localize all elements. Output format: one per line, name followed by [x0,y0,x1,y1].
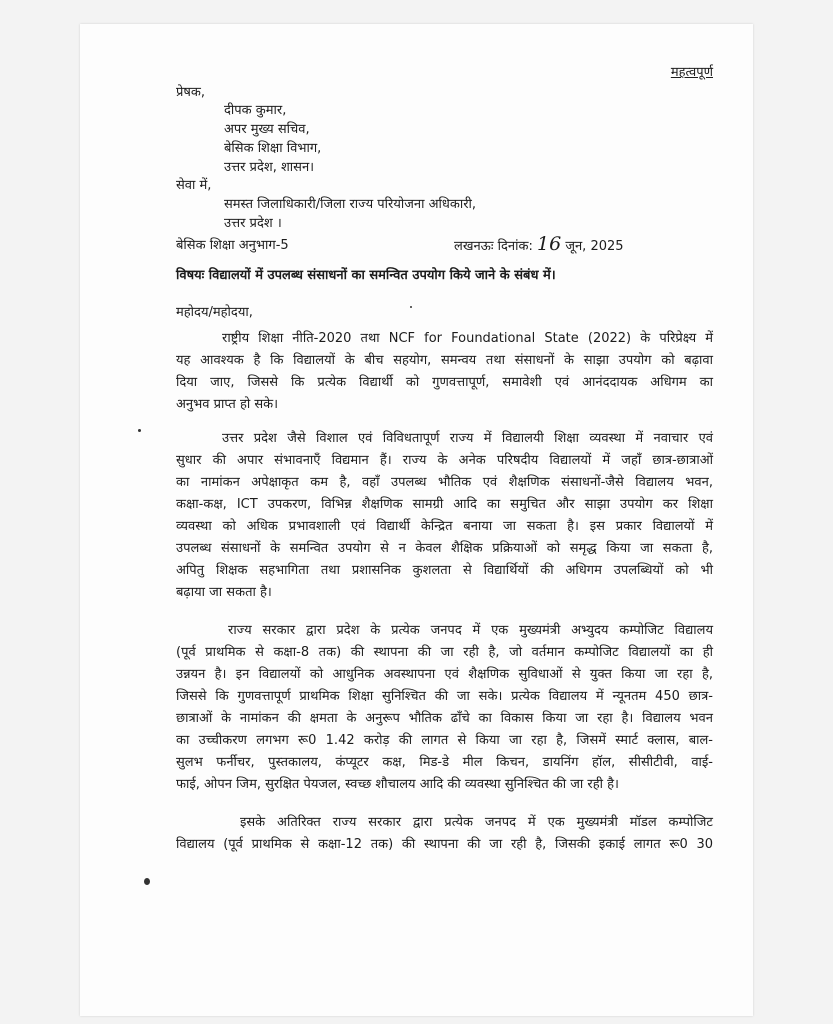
paragraph-line: कक्षा-कक्ष, ICT उपकरण, विभिन्न शैक्षणिक सामग्री आदि का समुचित और साझा उपयोग कर शिक्षा [176,497,713,512]
sender-line: दीपक कुमार, [224,103,287,118]
sender-line: उत्तर प्रदेश, शासन। [224,160,315,175]
paragraph-line: का नामांकन अपेक्षाकृत कम है, वहाँ उपलब्ध भौतिक एवं शैक्षणिक संसाधनों-जैसे विद्यालय भवन, [176,475,713,490]
sender-line: बेसिक शिक्षा विभाग, [224,141,322,156]
recipient-line: समस्त जिलाधिकारी/जिला राज्य परियोजना अधिकारी, [224,197,477,212]
place-date [454,235,624,256]
paragraph-line: बढ़ाया जा सकता है। [176,585,272,600]
paragraph-line: सुधार की अपार संभावनाएँ विद्यमान हैं। राज्य के अनेक परिषदीय विद्यालयों में जहाँ छात्र-छात्राओं [176,453,713,468]
letter-page [80,24,753,1016]
recipient-label: सेवा में, [176,178,212,193]
paragraph-line: सुलभ फर्नीचर, पुस्तकालय, कंप्यूटर कक्ष, मिड-डे मील किचन, डायनिंग हॉल, सीसीटीवी, वाई- [176,755,713,770]
paragraph-line: राष्ट्रीय शिक्षा नीति-2020 तथा NCF for Foundational State (2022) के परिप्रेक्ष्य में [222,331,713,346]
ink-speck [138,429,141,432]
paragraph-line: का उच्चीकरण लगभग रू0 1.42 करोड़ की लागत से किया जा रहा है, जिसमें स्मार्ट क्लास, बाल- [176,733,713,748]
paragraph-line: उत्तर प्रदेश जैसे विशाल एवं विविधतापूर्ण राज्य में विद्यालयी शिक्षा व्यवस्था में नवाचार एवं [222,431,713,446]
place-date-label: लखनऊः दिनांक: [454,239,533,254]
date-day: 16 [536,233,562,255]
salutation: महोदय/महोदया, [176,305,253,320]
paragraph-line: दिया जाए, जिससे कि प्रत्येक विद्यार्थी को गुणवत्तापूर्ण, समावेशी एवं आनंददायक अधिगम का [176,375,713,390]
paragraph-line: अपितु शिक्षक सहभागिता तथा प्रशासनिक कुशलता से विद्यार्थियों की अधिगम उपलब्धियों को भी [176,563,713,578]
paragraph-line: (पूर्व प्राथमिक से कक्षा-8 तक) की स्थापना की जा रही है, जो वर्तमान कम्पोजिट विद्यालयों का ही [176,645,713,660]
paragraph-line: इसके अतिरिक्त राज्य सरकार द्वारा प्रत्येक जनपद में एक मुख्यमंत्री मॉडल कम्पोजिट [240,815,713,830]
section-name: बेसिक शिक्षा अनुभाग-5 [176,238,289,253]
paragraph-line: अनुभव प्राप्त हो सके। [176,397,279,412]
paragraph-line: यह आवश्यक है कि विद्यालयों के बीच सहयोग, समन्वय तथा संसाधनों के साझा उपयोग को बढ़ावा [176,353,713,368]
paragraph-line: व्यवस्था को अधिक प्रभावशाली एवं विद्यार्थी केन्द्रित बनाया जा सकता है। इस प्रकार विद्यालयों में [176,519,713,534]
ink-speck [144,878,150,885]
paragraph-line: जिससे कि गुणवत्तापूर्ण प्राथमिक शिक्षा सुनिश्चित की जा सके। प्रत्येक विद्यालय में न्यूनतम 450 छात्र- [176,689,713,704]
paragraph-line: उपलब्ध संसाधनों के समन्वित उपयोग से न केवल शैक्षिक प्रक्रियाओं को समृद्ध किया जा सकता है, [176,541,713,556]
paragraph-line: विद्यालय (पूर्व प्राथमिक से कक्षा-12 तक) की स्थापना की जा रही है, जिसकी इकाई लागत रू0 30 [176,837,713,852]
paragraph-line: छात्राओं के नामांकन की क्षमता के अनुरूप भौतिक ढाँचे का विकास किया जा रहा है। विद्यालय भवन [176,711,713,726]
ink-speck [410,306,412,308]
paragraph-line: उन्नयन है। इन विद्यालयों को आधुनिक अवस्थापना एवं शैक्षणिक सुविधाओं से युक्त किया जा रहा है, [176,667,713,682]
priority-mark: महत्वपूर्ण [670,65,713,80]
sender-line: अपर मुख्य सचिव, [224,122,310,137]
subject-line: विषयः विद्यालयों में उपलब्ध संसाधनों का समन्वित उपयोग किये जाने के संबंध में। [176,268,556,283]
recipient-line: उत्तर प्रदेश । [224,216,282,231]
date-rest: जून, 2025 [565,239,624,254]
sender-label: प्रेषक, [176,85,206,100]
paragraph-line: राज्य सरकार द्वारा प्रदेश के प्रत्येक जनपद में एक मुख्यमंत्री अभ्युदय कम्पोजिट विद्यालय [228,623,713,638]
paragraph-line: फाई, ओपन जिम, सुरक्षित पेयजल, स्वच्छ शौचालय आदि की व्यवस्था सुनिश्चित की जा रही है। [176,777,619,792]
